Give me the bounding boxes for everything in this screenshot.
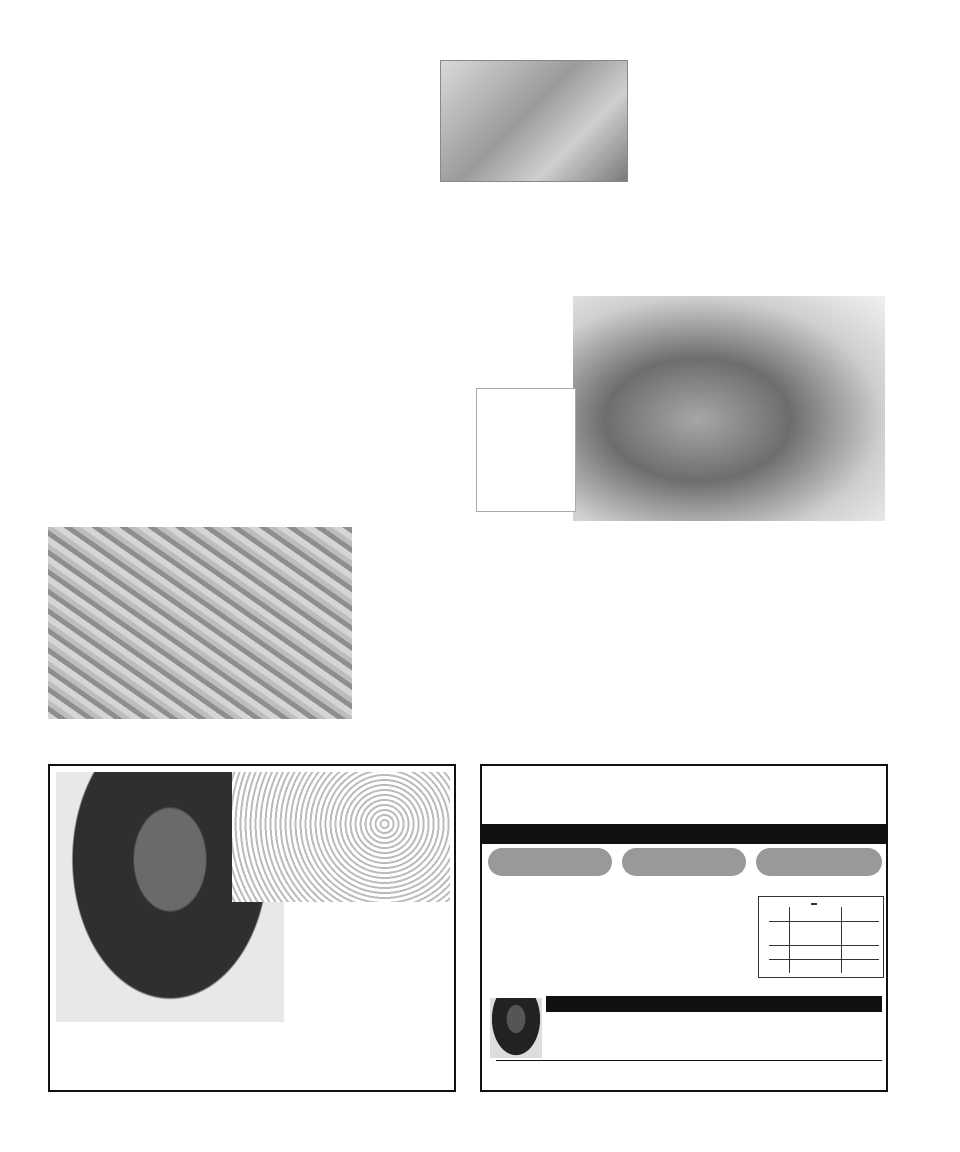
how-to-eat-box xyxy=(476,388,576,512)
map-road-4 xyxy=(789,907,790,973)
pasta-photo xyxy=(48,527,352,719)
ad2-banner xyxy=(546,996,882,1012)
pill-bankruptcy xyxy=(622,848,746,876)
ad2 xyxy=(480,764,888,1092)
pill-realestate xyxy=(756,848,882,876)
recipe1-materials xyxy=(136,58,336,298)
artichoke-photo-1 xyxy=(440,60,628,182)
ad2-offices xyxy=(496,1060,882,1089)
artichoke-photo-2 xyxy=(573,296,885,521)
map-label-210 xyxy=(811,903,817,905)
recipe1-steps-a xyxy=(20,58,136,318)
recipe1-steps-b xyxy=(410,305,458,525)
map-road-2 xyxy=(769,945,879,946)
intro-text-continued xyxy=(440,185,652,295)
map-road-5 xyxy=(841,907,842,973)
intro-text xyxy=(660,62,846,292)
ad2-tagline xyxy=(482,824,886,844)
ad1 xyxy=(48,764,456,1092)
map-road-3 xyxy=(769,959,879,960)
pill-business xyxy=(488,848,612,876)
map-road-1 xyxy=(769,921,879,922)
ad2-pills xyxy=(488,848,884,878)
ad1-pattern xyxy=(232,772,450,902)
recipe2-materials-cont xyxy=(782,530,886,730)
ad1-headline xyxy=(238,778,246,898)
ad2-lawyer-photo xyxy=(490,998,542,1058)
ad2-map xyxy=(758,896,884,978)
ad2-headline xyxy=(482,766,886,824)
recipe2-steps xyxy=(360,530,776,740)
recipe2-materials xyxy=(20,300,206,522)
